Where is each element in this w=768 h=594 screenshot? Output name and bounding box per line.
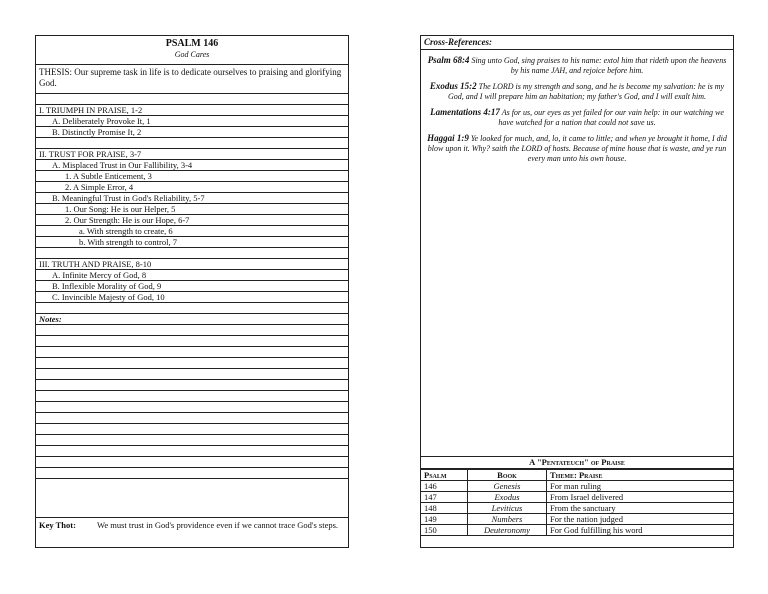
outline-row: III. TRUTH AND PRAISE, 8-10 [36,259,348,270]
outline-row: B. Distinctly Promise It, 2 [36,127,348,138]
note-line [36,369,348,380]
theme-cell: From the sanctuary [547,503,734,514]
outline-row: 1. Our Song: He is our Helper, 5 [36,204,348,215]
outline-row: A. Deliberately Provoke It, 1 [36,116,348,127]
note-line [36,446,348,457]
table-row [421,525,733,536]
thesis-statement: THESIS: Our supreme task in life is to dedicate ourselves to praising and glorifying God. [36,65,348,94]
notes-label: Notes: [39,314,62,324]
outline-row [36,248,348,259]
cross-reference [421,128,733,164]
col-header-book: Book [468,470,547,481]
table-row [421,481,733,492]
key-thought-label: Key Thot: [39,520,76,530]
outline-row: C. Invincible Majesty of God, 10 [36,292,348,303]
pentateuch-table [421,469,733,536]
outline-row: I. TRIUMPH IN PRAISE, 1-2 [36,105,348,116]
note-line [36,413,348,424]
col-header-psalm: Psalm [421,470,468,481]
cross-reference [421,50,733,76]
note-line [36,402,348,413]
pentateuch-table-block [421,456,733,547]
outline-row: A. Misplaced Trust in Our Fallibility, 3-4 [36,160,348,171]
reference-text: Sing unto God, sing praises to his name: extol him that rideth upon the heavens by his name JAH, and rejoice before him. [471,56,727,75]
table-title: A "Pentateuch" of Praise [421,457,733,469]
note-line [36,336,348,347]
psalm-cell: 150 [421,525,468,536]
book-cell: Genesis [468,481,547,492]
notes-label-row [36,314,348,325]
outline-row: A. Infinite Mercy of God, 8 [36,270,348,281]
cross-reference [421,102,733,128]
outline-row: B. Inflexible Morality of God, 9 [36,281,348,292]
note-line [36,380,348,391]
reference-citation: Exodus 15:2 [429,81,477,91]
theme-cell: For the nation judged [547,514,734,525]
key-thought [36,517,348,547]
reference-text: Ye looked for much, and, lo, it came to little; and when ye brought it home, I did blow upon it. Why? saith the LORD of hosts. Because of mine house that is waste, and ye run every man unto his own house. [427,134,727,163]
reference-citation: Haggai 1:9 [427,133,469,143]
outline-row [36,303,348,314]
outline-card [35,35,349,548]
outline-row [36,94,348,105]
theme-cell: For God fulfilling his word [547,525,734,536]
title-block [36,36,348,65]
psalm-cell: 148 [421,503,468,514]
note-line [36,391,348,402]
book-cell: Deuteronomy [468,525,547,536]
col-header-theme: Theme: Praise [547,470,734,481]
key-thought-text: We must trust in God's providence even if we cannot trace God's steps. [97,520,339,530]
reference-text: The LORD is my strength and song, and he is become my salvation: he is my God, and I will prepare him an habitation; my father's God, and I will exalt him. [448,82,725,101]
references-card [420,35,734,548]
psalm-cell: 146 [421,481,468,492]
psalm-cell: 147 [421,492,468,503]
table-header-row [421,470,733,481]
outline-row: b. With strength to control, 7 [36,237,348,248]
theme-cell: For man ruling [547,481,734,492]
outline-row [36,138,348,149]
page-title: PSALM 146 [165,38,219,49]
reference-citation: Lamentations 4:17 [430,107,500,117]
outline-list [36,94,348,314]
table-row [421,492,733,503]
table-row [421,514,733,525]
outline-row: 2. A Simple Error, 4 [36,182,348,193]
note-line [36,325,348,336]
note-line [36,457,348,468]
outline-row: a. With strength to create, 6 [36,226,348,237]
theme-cell: From Israel delivered [547,492,734,503]
book-cell: Leviticus [468,503,547,514]
reference-text: As for us, our eyes as yet failed for our vain help: in our watching we have watched for a nation that could not save us. [498,108,724,127]
outline-row: 2. Our Strength: He is our Hope, 6-7 [36,215,348,226]
book-cell: Numbers [468,514,547,525]
reference-citation: Psalm 68:4 [427,55,470,65]
notes-lines [36,325,348,479]
outline-row: 1. A Subtle Enticement, 3 [36,171,348,182]
cross-reference [421,76,733,102]
outline-row: B. Meaningful Trust in God's Reliability, 5-7 [36,193,348,204]
book-cell: Exodus [468,492,547,503]
page-subtitle: God Cares [174,50,210,59]
table-row [421,503,733,514]
note-line [36,347,348,358]
note-line [36,424,348,435]
outline-row: II. TRUST FOR PRAISE, 3-7 [36,149,348,160]
note-line [36,435,348,446]
psalm-cell: 149 [421,514,468,525]
cross-references-header: Cross-References: [421,36,733,50]
note-line [36,358,348,369]
note-line [36,468,348,479]
